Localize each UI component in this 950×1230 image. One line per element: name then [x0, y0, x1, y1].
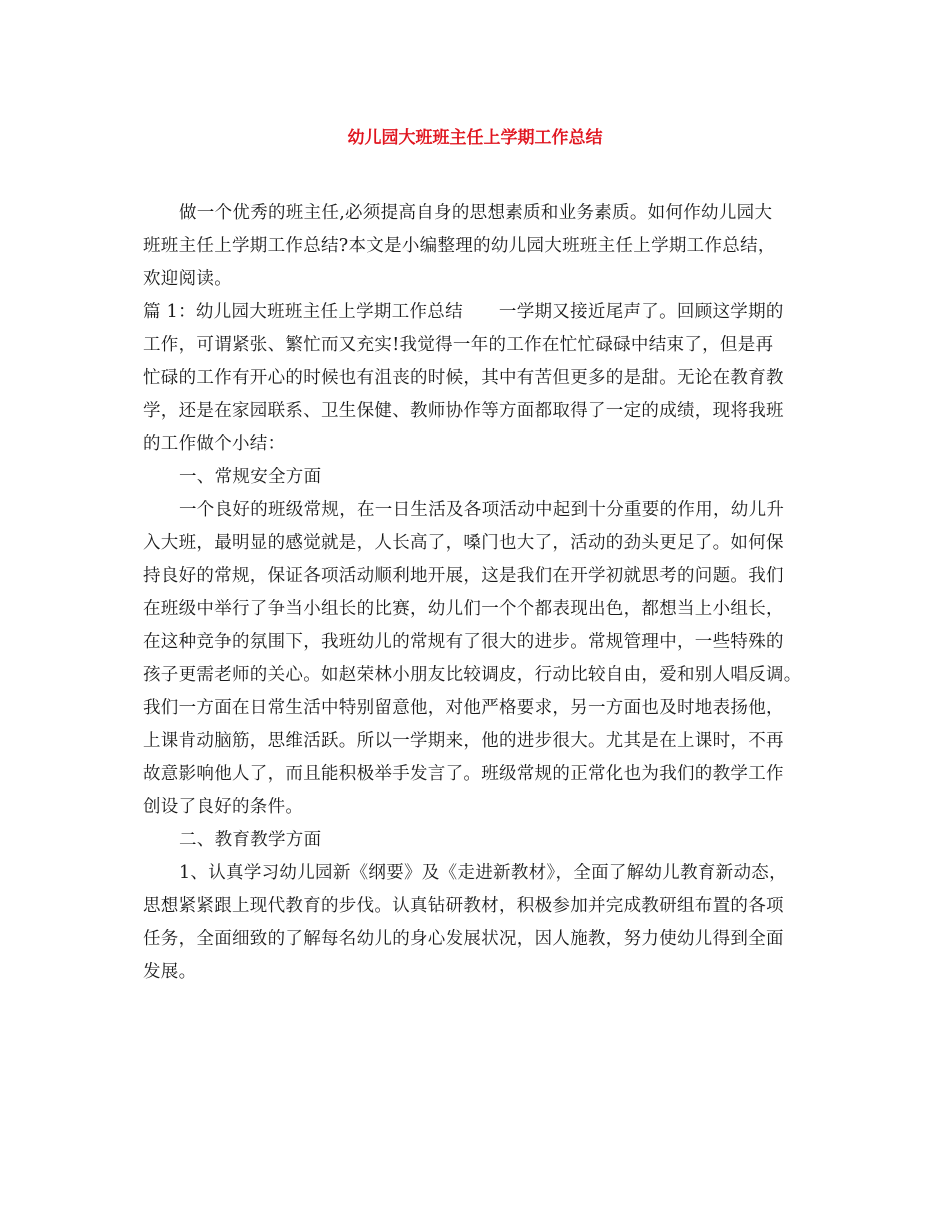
paragraph-line: 上课肯动脑筋，思维活跃。所以一学期来，他的进步很大。尤其是在上课时，不再 [143, 731, 784, 751]
document-body [143, 197, 811, 989]
paragraph-line: 班班主任上学期工作总结?本文是小编整理的幼儿园大班班主任上学期工作总结， [143, 236, 776, 256]
section-heading: 一、常规安全方面 [179, 467, 322, 487]
paragraph-line: 1、认真学习幼儿园新《纲要》及《走进新教材》，全面了解幼儿教育新动态， [179, 863, 787, 883]
paragraph-line: 我们一方面在日常生活中特别留意他，对他严格要求，另一方面也及时地表扬他， [143, 698, 784, 718]
paragraph-line: 发展。 [143, 962, 197, 982]
paragraph-line: 任务，全面细致的了解每名幼儿的身心发展状况，因人施教，努力使幼儿得到全面 [143, 929, 784, 949]
paragraph-line: 创设了良好的条件。 [143, 797, 304, 817]
paragraph-line: 思想紧紧跟上现代教育的步伐。认真钻研教材，积极参加并完成教研组布置的各项 [143, 896, 784, 916]
article-heading: 篇 1：幼儿园大班班主任上学期工作总结 [143, 302, 463, 322]
section-heading: 二、教育教学方面 [179, 830, 322, 850]
paragraph-line: 做一个优秀的班主任,必须提高自身的思想素质和业务素质。如何作幼儿园大 [179, 203, 773, 223]
paragraph-line: 持良好的常规，保证各项活动顺利地开展，这是我们在开学初就思考的问题。我们 [143, 566, 784, 586]
paragraph-line: 孩子更需老师的关心。如赵荣林小朋友比较调皮，行动比较自由，爱和别人唱反调。 [143, 665, 802, 685]
paragraph-line: 入大班，最明显的感觉就是，人长高了，嗓门也大了，活动的劲头更足了。如何保 [143, 533, 784, 553]
paragraph-line: 学，还是在家园联系、卫生保健、教师协作等方面都取得了一定的成绩，现将我班 [143, 401, 784, 421]
article-heading-line [143, 296, 811, 329]
paragraph-line: 的工作做个小结： [143, 434, 286, 454]
paragraph-line: 欢迎阅读。 [143, 269, 232, 289]
paragraph-line: 忙碌的工作有开心的时候也有沮丧的时候，其中有苦但更多的是甜。无论在教育教 [143, 368, 784, 388]
paragraph-line: 在这种竞争的氛围下，我班幼儿的常规有了很大的进步。常规管理中，一些特殊的 [143, 632, 784, 652]
paragraph-line: 工作，可谓紧张、繁忙而又充实!我觉得一年的工作在忙忙碌碌中结束了，但是再 [143, 335, 774, 355]
paragraph-text: 一学期又接近尾声了。回顾这学期的 [498, 302, 784, 322]
document-title: 幼儿园大班班主任上学期工作总结 [347, 128, 603, 148]
paragraph-line: 故意影响他人了，而且能积极举手发言了。班级常规的正常化也为我们的教学工作 [143, 764, 784, 784]
paragraph-line: 一个良好的班级常规，在一日生活及各项活动中起到十分重要的作用，幼儿升 [179, 500, 785, 520]
paragraph-line: 在班级中举行了争当小组长的比赛，幼儿们一个个都表现出色，都想当上小组长， [143, 599, 784, 619]
